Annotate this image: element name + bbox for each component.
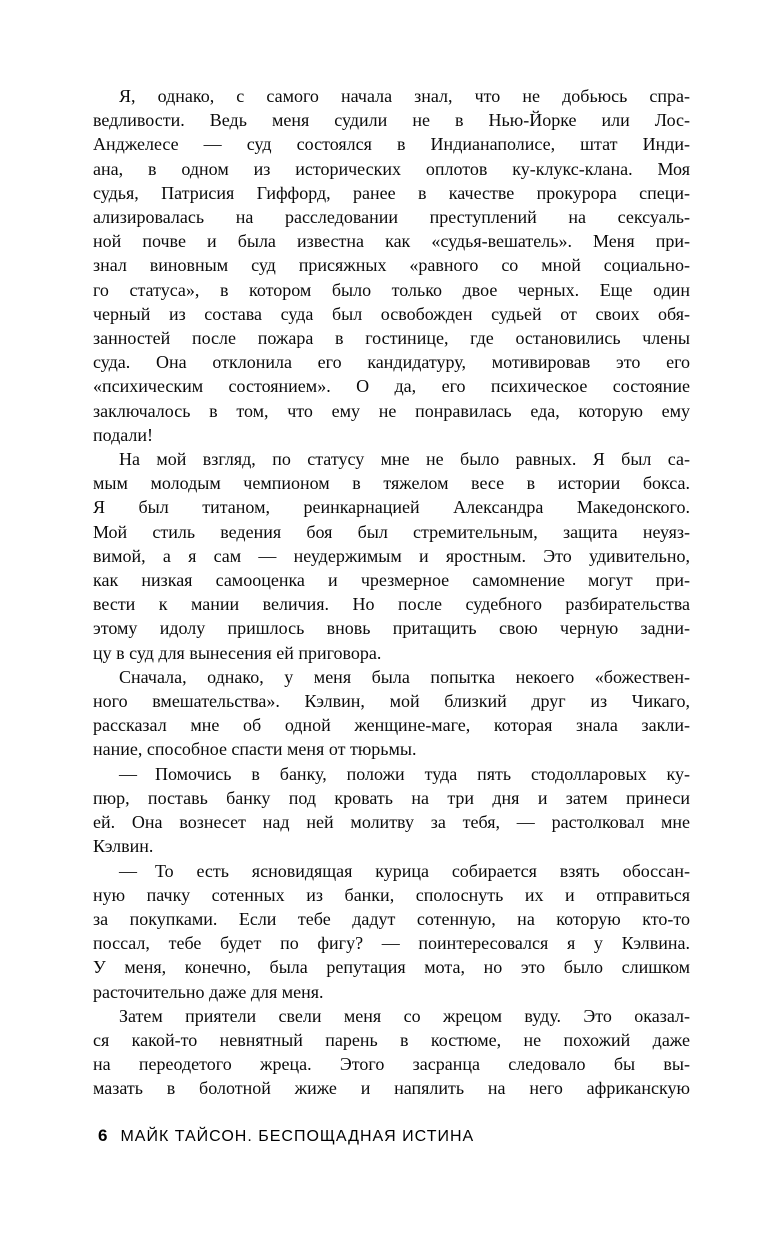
text-line: поссал, тебе будет по фигу? — поинтересовался я у Кэлвина. [93,933,690,954]
text-line: за покупками. Если тебе дадут сотенную, на которую кто-то [93,908,690,929]
text-line: Анджелесе — суд состоялся в Индианаполисе, штат Инди- [93,134,690,155]
text-line: вимой, а я сам — неудержимым и яростным. Это удивительно, [93,545,690,566]
text-line: расточительно даже для меня. [93,981,324,1002]
text-line: рассказал мне об одной женщине-маге, которая знала закли- [93,715,690,736]
text-line: ся какой-то невнятный парень в костюме, не похожий даже [93,1029,690,1050]
text-line: У меня, конечно, была репутация мота, но это было слишком [93,957,690,978]
text-line: Я, однако, с самого начала знал, что не добьюсь спра- [119,86,690,106]
text-line: — То есть ясновидящая курица собирается взять обоссан- [119,860,690,881]
text-line: знал виновным суд присяжных «равного со мной социально- [93,255,690,276]
text-line: ведливости. Ведь меня судили не в Нью-Йорке или Лос- [93,110,690,131]
text-line: нание, способное спасти меня от тюрьмы. [93,739,417,760]
text-line: На мой взгляд, по статусу мне не было равных. Я был са- [119,449,690,470]
text-line: черный из состава суда был освобожден судьей от своих обя- [93,303,690,324]
text-line: «психическим состоянием». О да, его психическое состояние [93,376,690,397]
text-line: судья, Патрисия Гиффорд, ранее в качестве прокурора специ- [93,182,690,203]
text-line: подали! [93,424,154,445]
text-line: этому идолу пришлось вновь притащить свою черную задни- [93,618,690,639]
text-line: Затем приятели свели меня со жрецом вуду. Это оказал- [119,1005,690,1026]
text-line: Мой стиль ведения боя был стремительным, защита неуяз- [93,521,690,542]
text-line: — Помочись в банку, положи туда пять стодолларовых ку- [119,763,690,784]
text-line: ализировалась на расследовании преступлений на сексуаль- [93,207,690,228]
text-line: ного вмешательства». Кэлвин, мой близкий друг из Чикаго, [93,691,690,712]
text-line: ана, в одном из исторических оплотов ку-клукс-клана. Моя [93,158,690,179]
text-line: цу в суд для вынесения ей приговора. [93,642,382,663]
text-line: го статуса», в котором было только двое черных. Еще один [93,279,690,300]
text-line: Сначала, однако, у меня была попытка некоего «божествен- [119,666,690,687]
text-line: на переодетого жреца. Этого засранца следовало бы вы- [93,1054,690,1075]
text-line: мым молодым чемпионом в тяжелом весе в истории бокса. [93,473,690,494]
text-line: ную пачку сотенных из банки, сполоснуть их и отправиться [93,884,690,905]
text-line: вести к мании величия. Но после судебного разбирательства [93,594,690,615]
text-line: Кэлвин. [93,836,154,857]
text-line: как низкая самооценка и чрезмерное самомнение могут при- [93,570,690,591]
text-line: пюр, поставь банку под кровать на три дня и затем принеси [93,787,690,808]
text-line: заключалось в том, что ему не понравилась еда, которую ему [93,400,690,421]
text-line: ей. Она вознесет над ней молитву за тебя, — растолковал мне [93,812,690,833]
running-title: МАЙК ТАЙСОН. БЕСПОЩАДНАЯ ИСТИНА [120,1128,475,1145]
text-line: мазать в болотной жиже и напялить на него африканскую [93,1078,690,1099]
body-text [93,84,690,1101]
page-number: 6 [98,1126,108,1145]
text-line: ной почве и была известна как «судья-вешатель». Меня при- [93,231,690,252]
text-line: Я был титаном, реинкарнацией Александра Македонского. [93,497,690,518]
page-footer [98,1126,474,1146]
text-line: суда. Она отклонила его кандидатуру, мотивировав это его [93,352,690,373]
text-line: занностей после пожара в гостинице, где остановились члены [93,328,690,349]
